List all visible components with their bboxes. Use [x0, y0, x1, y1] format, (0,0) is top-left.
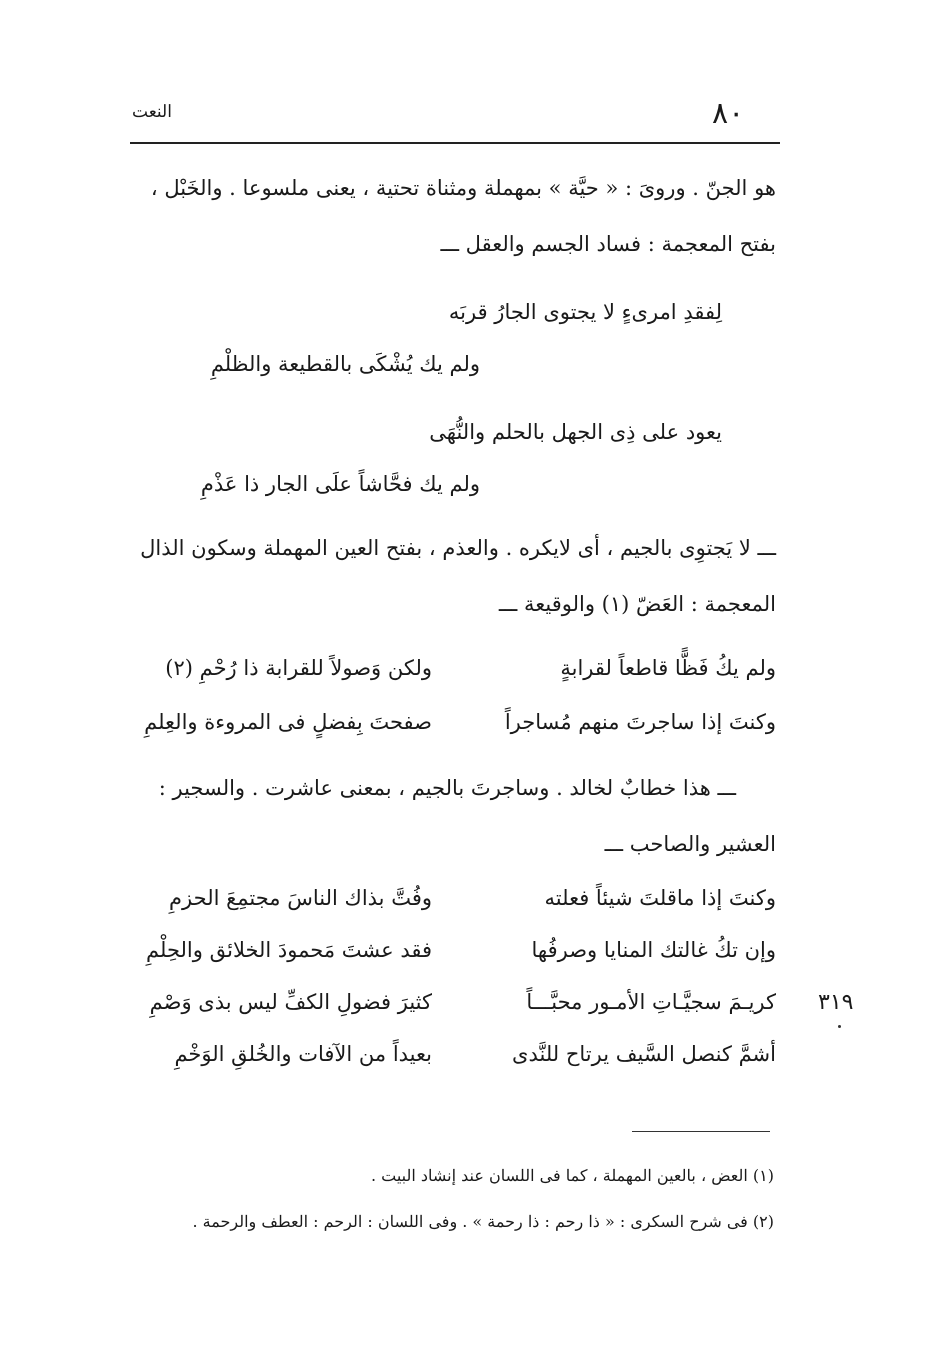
verse-line: ولم يك يُشْكَى بالقطيعة والظلْمِ [210, 352, 480, 376]
verse-hemistich-right: وكنتَ إذا ساجرتَ منهم مُساجراً [504, 710, 776, 734]
margin-number: ٣١٩ [818, 990, 854, 1015]
verse-line: لِفقدِ امرىءٍ لا يجتوى الجارُ قربَه [448, 300, 722, 324]
page-number: ٨٠ [712, 96, 745, 131]
verse-line: يعود على ذِى الجهل بالحلم والنُّهَى [429, 420, 722, 444]
footnote: (١) العض ، بالعين المهملة ، كما فى اللسان عند إنشاد البيت . [370, 1166, 774, 1185]
margin-dot [838, 1025, 841, 1028]
verse-hemistich-left: ولكن وَصولاً للقرابة ذا رُحْمِ (٢) [165, 656, 432, 680]
verse-hemistich-right: كريـمَ سجيَّـاتِ الأمـور محبَّـــاً [526, 990, 776, 1014]
header-rule [130, 142, 780, 144]
verse-hemistich-left: صفحتَ بِفضلٍ فى المروءة والعِلمِ [144, 710, 432, 734]
prose-line: ـــ هذا خطابٌ لخالد . وساجرتَ بالجيم ، بمعنى عاشرت . والسجير : [158, 776, 736, 800]
verse-hemistich-right: أشمَّ كنصل السَّيف يرتاح للنَّدى [512, 1042, 776, 1066]
verse-hemistich-right: وكنتَ إذا ماقلتَ شيئاً فعلته [544, 886, 776, 910]
prose-line: ـــ لا يَجتوِى بالجيم ، أى لايكره . والعذم ، بفتح العين المهملة وسكون الذال [140, 536, 776, 560]
verse-hemistich-left: فقد عشتَ مَحمودَ الخلائق والحِلْمِ [146, 938, 432, 962]
prose-line: المعجمة : العَضّ (١) والوقيعة ـــ [498, 592, 776, 616]
footnote: (٢) فى شرح السكرى : « ذا رحم : ذا رحمة » . وفى اللسان : الرحم : العطف والرحمة . [192, 1212, 774, 1231]
verse-hemistich-left: وفُتَّ بذاك الناسَ مجتمِعَ الحزمِ [169, 886, 432, 910]
verse-hemistich-right: وإن تكُ غالتك المنايا وصرفُها [531, 938, 776, 962]
prose-line: العشير والصاحب ـــ [604, 832, 776, 856]
verse-line: ولم يك فحَّاشاً علَى الجار ذا عَذْمِ [200, 472, 480, 496]
prose-line: هو الجنّ . وروىَ : « حيَّة » بمهملة ومثناة تحتية ، يعنى ملسوعا . والخَبْل ، [150, 176, 776, 200]
footnote-rule [632, 1131, 770, 1132]
verse-hemistich-left: كثيرَ فضولِ الكفِّ ليس بذى وَصْمِ [149, 990, 432, 1014]
verse-hemistich-right: ولم يكُ فَظًّا قاطعاً لقرابةٍ [560, 656, 776, 680]
prose-line: بفتح المعجمة : فساد الجسم والعقل ـــ [440, 232, 776, 256]
running-title: النعت [132, 102, 172, 122]
verse-hemistich-left: بعيداً من الآفات والخُلقِ الوَخْمِ [174, 1042, 432, 1066]
